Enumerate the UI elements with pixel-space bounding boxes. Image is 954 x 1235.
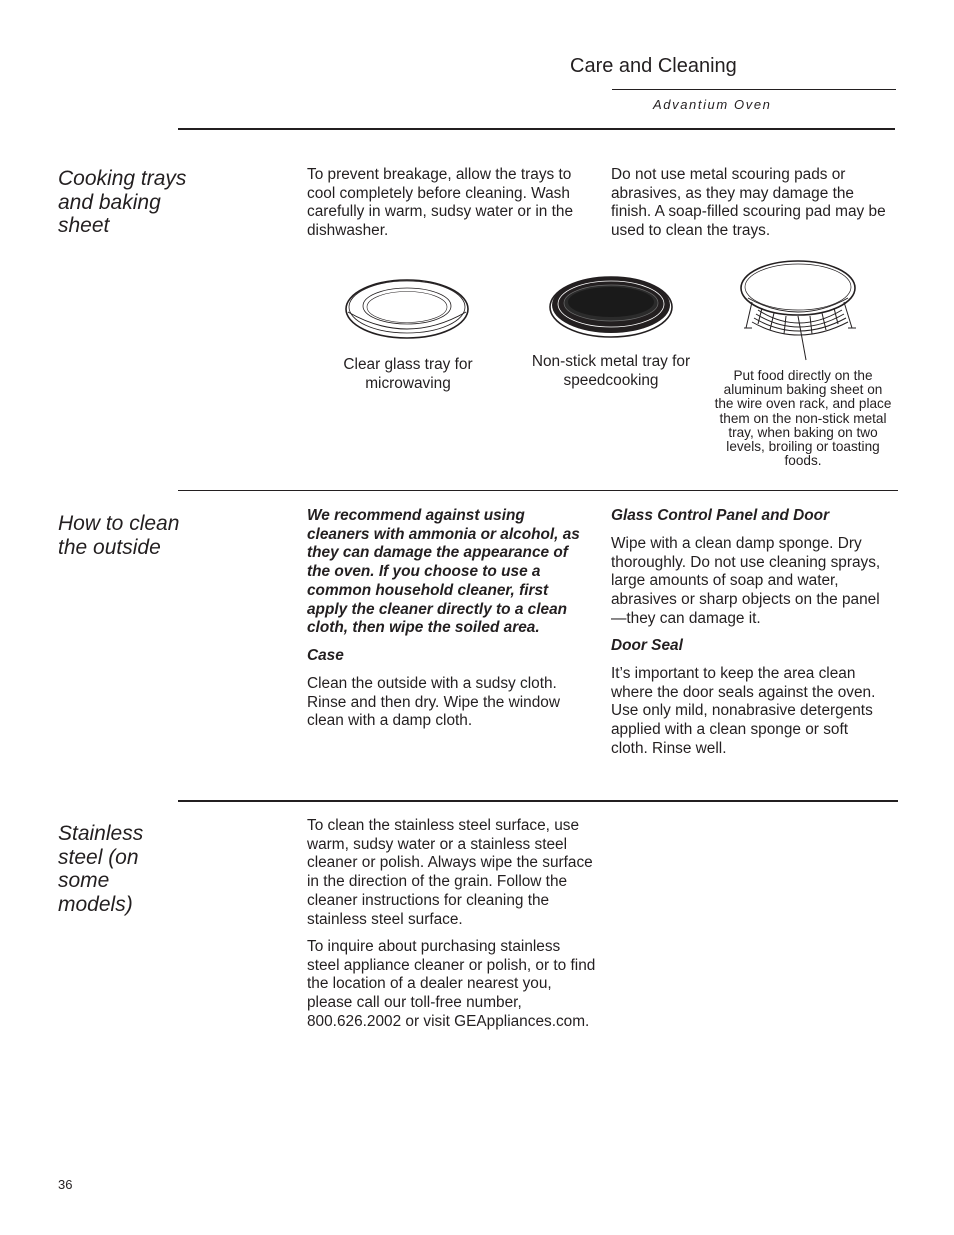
- baking-sheet-caption: Put food directly on the aluminum baking sheet on the wire oven rack, and place them on the non-stick metal tray, when baking on two levels, broiling or toasting foods.: [714, 368, 892, 469]
- case-heading: Case: [307, 647, 344, 664]
- section-title-line: Cooking trays: [58, 167, 187, 190]
- panel-door-heading: Glass Control Panel and Door: [611, 507, 830, 524]
- glass-tray-illustration: [342, 276, 472, 342]
- section-title-line: How to clean: [58, 512, 180, 535]
- section-title-line: the outside: [58, 535, 161, 559]
- outside-warning-text: We recommend against using cleaners with ammonia or alcohol, as they can damage the appearance of the oven. If you choose to use a common household cleaner, first apply the cleaner directly to a clean cloth, then wipe the soiled area.: [307, 507, 580, 637]
- section-title-line: Stainless: [58, 822, 144, 845]
- section-divider-top: [178, 128, 895, 130]
- section-title-outside: [58, 512, 179, 559]
- section-title-line: models): [58, 892, 133, 916]
- page-number: 36: [58, 1177, 73, 1192]
- section-title-line: sheet: [58, 214, 110, 237]
- trays-text-col1: To prevent breakage, allow the trays to cool completely before cleaning. Wash carefully in warm, sudsy water or in the dishwasher.: [307, 166, 574, 240]
- header-divider: [612, 89, 896, 90]
- trays-text-col2: Do not use metal scouring pads or abrasives, as they may damage the finish. A soap-filled scouring pad may be used to clean the trays.: [611, 166, 886, 240]
- section-title-line: some: [58, 869, 110, 892]
- section-title-stainless: [58, 822, 143, 916]
- panel-door-text: Wipe with a clean damp sponge. Dry thoroughly. Do not use cleaning sprays, large amounts of soap and water, abrasives or sharp objects on the panel—they can damage it.: [611, 535, 881, 627]
- stainless-text-para2: To inquire about purchasing stainless steel appliance cleaner or polish, or to find the location of a dealer nearest you, please call our toll-free number, 800.626.2002 or visit GEAppliances.com.: [307, 938, 596, 1030]
- section-title-trays: [58, 167, 186, 238]
- door-seal-text: It’s important to keep the area clean where the door seals against the oven. Use only mild, nonabrasive detergents applied with a clean sponge or soft cloth. Rinse well.: [611, 665, 876, 757]
- door-seal-heading: Door Seal: [611, 637, 683, 654]
- metal-tray-caption: Non-stick metal tray for speedcooking: [531, 353, 691, 389]
- case-text: Clean the outside with a sudsy cloth. Rinse and then dry. Wipe the window clean with a damp cloth.: [307, 675, 560, 730]
- page-header-subtitle: Advantium Oven: [653, 97, 772, 112]
- section-title-line: steel (on: [58, 845, 139, 869]
- metal-tray-illustration: [546, 271, 676, 341]
- baking-sheet-rack-illustration: [738, 258, 860, 364]
- section-divider: [178, 800, 898, 802]
- stainless-text-para1: To clean the stainless steel surface, use warm, sudsy water or a stainless steel cleaner or polish. Always wipe the surface in the direction of the grain. Follow the cleaner instructions for cleaning the stainless steel surface.: [307, 817, 593, 928]
- section-title-line: and baking: [58, 190, 161, 214]
- section-divider: [178, 490, 898, 491]
- page-header-title: Care and Cleaning: [570, 55, 737, 77]
- glass-tray-caption: Clear glass tray for microwaving: [343, 356, 473, 392]
